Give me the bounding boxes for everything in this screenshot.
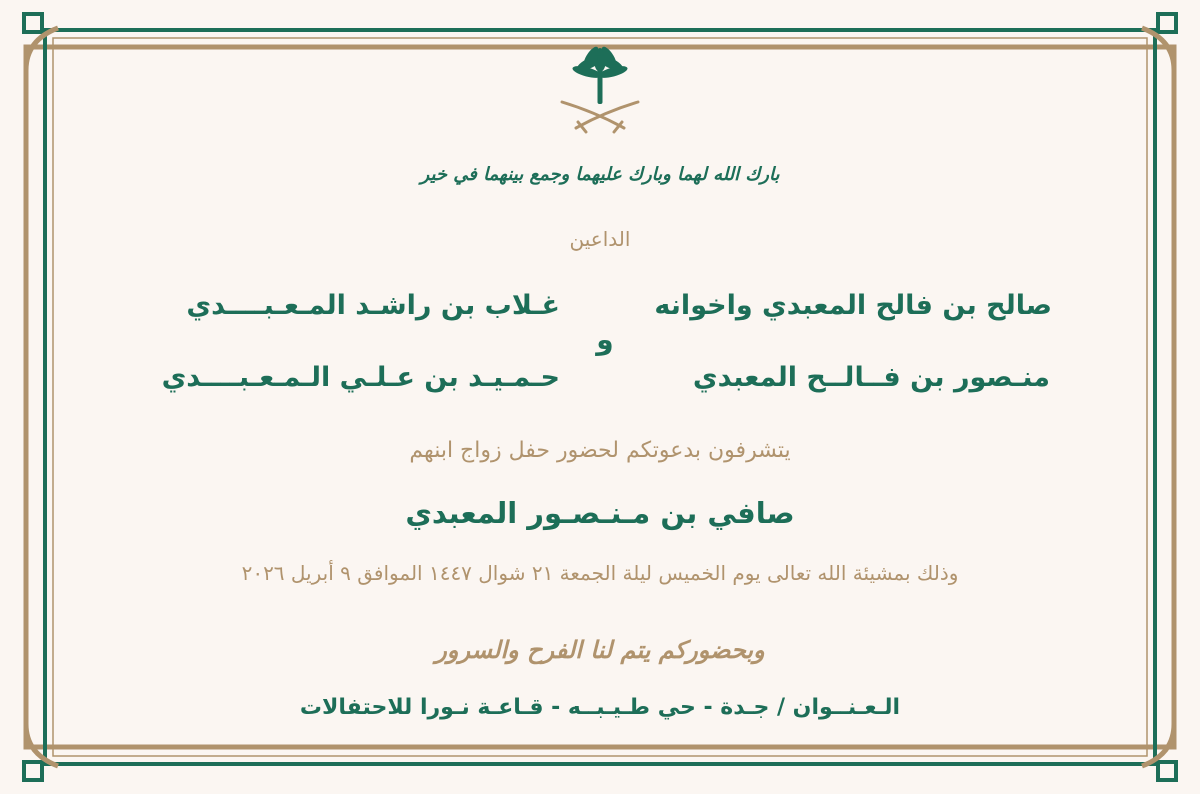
hosts-label: الداعين bbox=[569, 227, 631, 251]
hosts-connector: و bbox=[596, 323, 614, 356]
palm-icon bbox=[571, 45, 628, 104]
host-name-2: منـصور بن فــالــح المعبدي bbox=[692, 362, 1050, 393]
groom-name: صافي بن مـنـصـور المعبدي bbox=[405, 496, 795, 530]
closing-calligraphy: وبحضوركم يتم لنا الفرح والسرور bbox=[435, 635, 765, 664]
host-name-4: حـمـيـد بن عـلـي الـمـعـبــــدي bbox=[161, 362, 560, 393]
invitation-text: يتشرفون بدعوتكم لحضور حفل زواج ابنهم bbox=[409, 438, 791, 463]
host-name-1: صالح بن فالح المعبدي واخوانه bbox=[654, 290, 1052, 321]
address-line: الـعـنــوان / جـدة - حي طـيـبــه - قـاعـة نـورا للاحتفالات bbox=[299, 695, 901, 720]
host-name-3: غـلاب بن راشـد المـعـبــــدي bbox=[186, 290, 560, 321]
palm-swords-emblem bbox=[562, 45, 638, 132]
date-line: وذلك بمشيئة الله تعالى يوم الخميس ليلة الجمعة ٢١ شوال ١٤٤٧ الموافق ٩ أبريل ٢٠٢٦ bbox=[241, 561, 959, 585]
blessing-calligraphy: بارك الله لهما وبارك عليهما وجمع بينهما في خير bbox=[420, 164, 780, 185]
crossed-swords-icon bbox=[562, 102, 638, 132]
